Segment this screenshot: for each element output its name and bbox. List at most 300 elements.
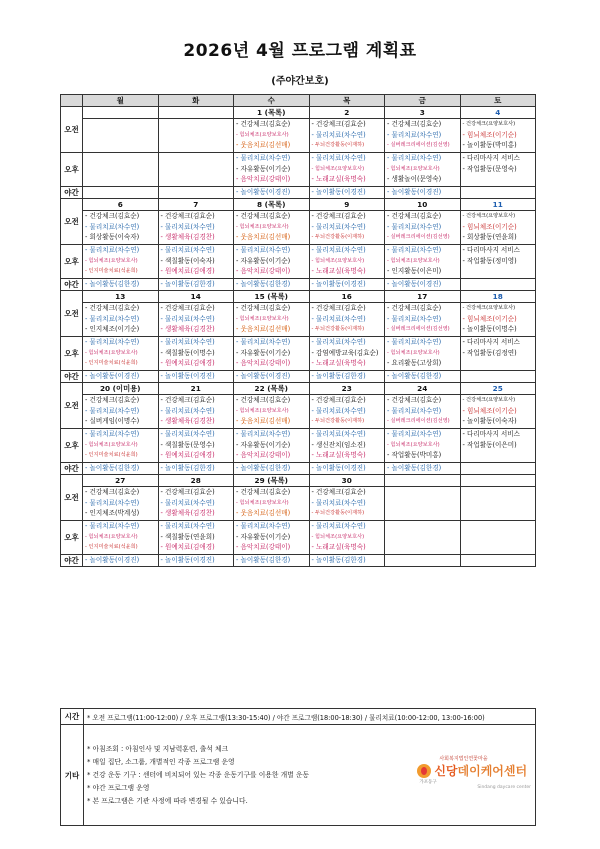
program-entry: - 힘뇌체조(이기순): [462, 314, 517, 323]
date-cell: 1 (목록): [234, 107, 310, 119]
program-entry: - 실버레크리에이션(김선영): [387, 326, 450, 332]
program-entry: - 건강체크(김효순): [387, 396, 442, 404]
program-entry: - 작업활동(박미홍): [387, 451, 442, 459]
night-cell: [309, 187, 385, 199]
schedule-body: [61, 107, 536, 567]
program-entry: - 물리치료(차수연): [387, 338, 442, 346]
program-entry: - 생신잔치(임소진): [311, 440, 366, 449]
night-cell: [385, 371, 461, 383]
night-row: [61, 555, 536, 567]
pm-row: [61, 245, 536, 279]
program-entry: - 물리치료(차수연): [160, 430, 215, 438]
date-cell: 27: [83, 475, 159, 487]
date-row: [61, 199, 536, 211]
am-cell: [158, 395, 234, 429]
program-entry: - 음악치료(강태이): [236, 359, 291, 367]
night-cell: [234, 279, 310, 291]
pm-row: [61, 153, 536, 187]
program-entry: - 힘뇌체조(요양보호사): [236, 499, 289, 506]
night-cell: [83, 463, 159, 475]
program-entry: - 웃음치료(김선매): [236, 417, 291, 425]
date-cell: [460, 475, 536, 487]
date-cell: 6: [83, 199, 159, 211]
pm-cell: [385, 153, 461, 187]
program-entry: - 힘뇌체조(요양보호사): [311, 257, 365, 264]
pm-cell: [460, 337, 536, 371]
program-entry: - 두뇌건강활동(이재하): [311, 234, 365, 240]
program-entry: - 인지미술치료(석윤희): [85, 544, 138, 550]
program-entry: - 물리치료(차수연): [236, 246, 291, 254]
night-cell: [460, 187, 536, 199]
night-program-entry: - 놀이활동(이경진): [236, 188, 291, 196]
am-cell: [158, 211, 234, 245]
program-entry: - 인지체조(이기순): [85, 325, 140, 333]
program-entry: - 물리치료(차수연): [311, 498, 366, 507]
pm-cell: [83, 153, 159, 187]
program-entry: - 힘뇌체조(요양보호사): [387, 349, 440, 356]
pm-cell: [309, 245, 385, 279]
night-program-entry: - 놀이활동(이경진): [85, 372, 140, 380]
program-entry: - 물리치료(차수연): [160, 338, 215, 346]
date-cell: 2: [309, 107, 385, 119]
program-entry: - 힘뇌체조(요양보호사): [236, 131, 289, 138]
program-entry: - 물리치료(차수연): [311, 338, 366, 346]
program-entry: - 자유활동(이기순): [236, 256, 291, 265]
date-cell: 25: [460, 383, 536, 395]
note-item: * 매일 집단, 소그룹, 개별적인 각종 프로그램 운영: [87, 757, 235, 766]
pm-cell: [158, 245, 234, 279]
program-entry: - 색칠활동(문영수): [160, 440, 215, 449]
pm-cell: [83, 521, 159, 555]
pm-cell: [83, 245, 159, 279]
program-entry: - 힘뇌체조(요양보호사): [387, 257, 440, 264]
pm-cell: [234, 521, 310, 555]
program-entry: - 음악치료(강태이): [236, 451, 291, 459]
program-entry: - 색칠활동(연윤희): [160, 532, 215, 541]
night-program-entry: - 놀이활동(이경진): [311, 464, 366, 472]
program-entry: - 웃음치료(김선매): [236, 325, 291, 333]
night-program-entry: - 놀이활동(김한경): [85, 464, 140, 472]
program-entry: - 생활놀이(문영숙): [387, 175, 442, 183]
night-cell: [309, 279, 385, 291]
pm-row: [61, 521, 536, 555]
date-cell: 11: [460, 199, 536, 211]
row-label-pm: 오후: [61, 429, 83, 463]
date-cell: 30: [309, 475, 385, 487]
program-entry: - 생활체육(김경찬): [160, 325, 215, 333]
program-entry: - 실버게임(이명수): [85, 417, 140, 425]
program-entry: - 물리치료(차수연): [387, 406, 442, 415]
logo-brand-suffix: 데이케어센터: [457, 764, 528, 778]
program-entry: - 물리치료(차수연): [311, 406, 366, 415]
pm-cell: [158, 337, 234, 371]
program-entry: - 건강체크(김효순): [311, 488, 366, 496]
notes-row: [61, 725, 536, 826]
page-subtitle: (주야간보호): [271, 76, 329, 87]
pm-cell: [385, 429, 461, 463]
night-cell: [385, 279, 461, 291]
am-row: [61, 303, 536, 337]
header-wed: 수: [234, 95, 310, 107]
time-text: * 오전 프로그램(11:00-12:00) / 오후 프로그램(13:30-15:40) / 야간 프로그램(18:00-18:30) / 물리치료(10:00-12:00, 13:00-16:00): [84, 709, 536, 725]
program-entry: - 건강체크(김효순): [236, 120, 291, 128]
row-label-pm: 오후: [61, 153, 83, 187]
program-entry: - 물리치료(차수연): [387, 314, 442, 323]
date-row: [61, 291, 536, 303]
program-entry: - 원예치료(김애경): [160, 359, 215, 367]
night-program-entry: - 놀이활동(이경진): [387, 188, 442, 196]
night-program-entry: - 놀이활동(이경진): [85, 556, 140, 564]
program-entry: - 색칠활동(이명수): [160, 348, 215, 357]
date-row: [61, 383, 536, 395]
program-entry: - 다리마사지 서비스: [462, 430, 521, 438]
row-label-pm: 오후: [61, 245, 83, 279]
night-cell: [309, 555, 385, 567]
pm-cell: [309, 521, 385, 555]
night-program-entry: - 놀이활동(김한경): [160, 280, 215, 288]
program-entry: - 물리치료(차수연): [160, 246, 215, 254]
logo-tagline: 사회복지법인연꽃마을: [439, 756, 488, 762]
program-entry: - 물리치료(차수연): [236, 338, 291, 346]
am-cell: [460, 303, 536, 337]
program-entry: - 힘뇌체조(요양보호사): [236, 407, 289, 414]
pm-cell: [234, 245, 310, 279]
night-cell: [158, 555, 234, 567]
program-entry: - 물리치료(차수연): [160, 406, 215, 415]
date-cell: 21: [158, 383, 234, 395]
night-cell: [234, 555, 310, 567]
pm-cell: [309, 337, 385, 371]
night-program-entry: - 놀이활동(이경진): [387, 280, 442, 288]
program-entry: - 물리치료(차수연): [85, 406, 140, 415]
program-entry: - 건강체크(김효순): [236, 212, 291, 220]
program-entry: - 건강체크(김효순): [160, 304, 215, 312]
program-entry: - 건강체크(김효순): [236, 488, 291, 496]
lotus-logo-icon: [417, 764, 431, 778]
night-cell: [83, 555, 159, 567]
am-cell: [83, 119, 159, 153]
row-label-am: 오전: [61, 199, 83, 245]
info-table: [60, 708, 536, 826]
program-entry: - 힘뇌체조(요양보호사): [311, 533, 365, 540]
logo-brand: [434, 762, 527, 779]
night-program-entry: - 놀이활동(김한경): [160, 464, 215, 472]
pm-cell: [385, 337, 461, 371]
pm-cell: [460, 245, 536, 279]
pm-cell: [158, 521, 234, 555]
program-entry: - 건강체크(김효순): [387, 120, 442, 128]
night-cell: [234, 187, 310, 199]
program-entry: - 힘뇌체조(이기순): [462, 130, 517, 139]
pm-cell: [309, 429, 385, 463]
program-entry: - 작업활동(정미영): [462, 256, 517, 265]
program-entry: - 놀이활동(박미홍): [462, 141, 517, 149]
program-entry: - 힘뇌체조(요양보호사): [85, 257, 138, 264]
am-cell: [234, 211, 310, 245]
date-cell: 7: [158, 199, 234, 211]
date-cell: 9: [309, 199, 385, 211]
am-cell: [234, 487, 310, 521]
program-entry: - 건강체크(김효순): [311, 212, 366, 220]
night-program-entry: - 놀이활동(이경진): [236, 372, 291, 380]
program-entry: - 물리치료(차수연): [311, 222, 366, 231]
header-thu: 목: [309, 95, 385, 107]
program-entry: - 건강체크(김효순): [85, 396, 140, 404]
date-cell: 8 (목록): [234, 199, 310, 211]
program-entry: - 물리치료(차수연): [85, 430, 140, 438]
note-item: * 아침조회 : 아침인사 및 지남력훈련, 출석 체크: [87, 744, 229, 753]
program-entry: - 작업활동(김정연): [462, 348, 517, 357]
row-label-am: 오전: [61, 291, 83, 337]
date-cell: 17: [385, 291, 461, 303]
program-entry: - 건강체크(김효순): [85, 212, 140, 220]
am-cell: [385, 395, 461, 429]
night-program-entry: [461, 555, 536, 566]
program-entry: - 노래교실(육명숙): [311, 175, 366, 183]
night-program-entry: - 놀이활동(김한경): [236, 556, 291, 564]
night-cell: [460, 555, 536, 567]
pm-cell: [234, 337, 310, 371]
night-cell: [158, 371, 234, 383]
program-entry: - 회상활동(이숙자): [85, 233, 140, 241]
night-cell: [158, 187, 234, 199]
program-entry: - 힘뇌체조(이기순): [462, 222, 517, 231]
program-entry: - 노래교실(육명숙): [311, 451, 366, 459]
logo-brand-main: 신당: [434, 764, 458, 778]
program-entry: - 두뇌건강활동(이재하): [311, 418, 365, 424]
program-entry: - 건강체크(요양보호사): [462, 305, 516, 311]
program-entry: - 인지미술치료(석윤희): [85, 360, 138, 366]
am-cell: [158, 487, 234, 521]
night-program-entry: - 놀이활동(김한경): [311, 556, 366, 564]
logo-district: 가포동구: [419, 780, 437, 785]
program-entry: - 건강체크(요양보호사): [462, 397, 516, 403]
program-entry: - 원예치료(김애경): [160, 543, 215, 551]
program-entry: - 감염예방교육(김효순): [311, 348, 379, 357]
program-entry: - 색칠활동(이숙자): [160, 256, 215, 265]
am-cell: [460, 211, 536, 245]
program-entry: - 물리치료(차수연): [311, 246, 366, 254]
night-program-entry: [461, 279, 536, 290]
am-cell: [309, 303, 385, 337]
am-row: [61, 395, 536, 429]
night-row: [61, 279, 536, 291]
program-entry: - 물리치료(차수연): [236, 430, 291, 438]
date-cell: 22 (목록): [234, 383, 310, 395]
night-program-entry: - 놀이활동(이경진): [160, 556, 215, 564]
program-schedule-table: [60, 94, 536, 567]
program-entry: - 물리치료(차수연): [311, 130, 366, 139]
night-row: [61, 463, 536, 475]
program-entry: - 물리치료(차수연): [311, 154, 366, 162]
program-entry: - 물리치료(차수연): [85, 338, 140, 346]
date-cell: [158, 107, 234, 119]
program-entry: - 다리마사지 서비스: [462, 246, 521, 254]
pm-cell: [460, 521, 536, 555]
am-cell: [309, 395, 385, 429]
row-label-pm: 오후: [61, 521, 83, 555]
program-entry: - 건강체크(김효순): [85, 304, 140, 312]
program-entry: - 자유활동(이기순): [236, 532, 291, 541]
night-cell: [83, 187, 159, 199]
notes-cell: [84, 725, 536, 826]
program-entry: - 요리활동(고상희): [387, 359, 442, 367]
night-program-entry: - 놀이활동(김한경): [85, 280, 140, 288]
am-cell: [83, 303, 159, 337]
program-entry: - 건강체크(요양보호사): [462, 121, 516, 127]
program-entry: - 건강체크(김효순): [160, 488, 215, 496]
note-item: * 본 프로그램은 기관 사정에 따라 변경될 수 있습니다.: [87, 796, 248, 805]
program-entry: - 놀이활동(이명수): [462, 325, 517, 333]
night-program-entry: - 놀이활동(김한경): [311, 372, 366, 380]
program-entry: - 물리치료(차수연): [160, 498, 215, 507]
program-entry: - 작업활동(이은미): [462, 440, 517, 449]
note-item: * 야간 프로그램 운영: [87, 783, 150, 792]
night-program-entry: [461, 187, 536, 198]
night-program-entry: - 놀이활동(김한경): [236, 280, 291, 288]
night-cell: [158, 463, 234, 475]
program-entry: - 건강체크(김효순): [311, 396, 366, 404]
program-entry: - 인지미술치료(석윤희): [85, 268, 138, 274]
program-entry: - 물리치료(차수연): [311, 430, 366, 438]
pm-row: [61, 337, 536, 371]
program-entry: - 힘뇌체조(요양보호사): [236, 223, 289, 230]
night-cell: [309, 371, 385, 383]
am-cell: [309, 211, 385, 245]
program-entry: - 두뇌건강활동(이재하): [311, 510, 365, 516]
program-entry: - 건강체크(김효순): [387, 212, 442, 220]
program-entry: - 힘뇌체조(요양보호사): [311, 165, 365, 172]
am-row: [61, 119, 536, 153]
pm-cell: [158, 153, 234, 187]
night-cell: [385, 555, 461, 567]
program-entry: - 두뇌건강활동(이재하): [311, 142, 365, 148]
program-entry: - 힘뇌체조(요양보호사): [387, 441, 440, 448]
program-entry: - 웃음치료(김선매): [236, 509, 291, 517]
night-cell: [460, 463, 536, 475]
program-entry: - 건강체크(김효순): [85, 488, 140, 496]
date-cell: 4: [460, 107, 536, 119]
program-entry: - 건강체크(김효순): [160, 396, 215, 404]
program-entry: - 물리치료(차수연): [387, 430, 442, 438]
program-entry: - 물리치료(차수연): [85, 498, 140, 507]
program-entry: - 힘뇌체조(이기순): [462, 406, 517, 415]
am-cell: [83, 487, 159, 521]
am-cell: [83, 395, 159, 429]
program-entry: - 물리치료(차수연): [387, 246, 442, 254]
program-entry: - 다리마사지 서비스: [462, 338, 521, 346]
date-cell: 29 (목록): [234, 475, 310, 487]
night-program-entry: [385, 555, 460, 566]
program-entry: - 물리치료(차수연): [311, 314, 366, 323]
logo-english: Sindang daycare center: [477, 785, 531, 790]
row-label-pm: 오후: [61, 337, 83, 371]
night-cell: [234, 371, 310, 383]
date-cell: 3: [385, 107, 461, 119]
row-label-am: 오전: [61, 475, 83, 521]
pm-cell: [385, 521, 461, 555]
night-cell: [385, 187, 461, 199]
program-entry: - 물리치료(차수연): [160, 314, 215, 323]
notes-label: 기타: [61, 725, 84, 826]
date-cell: 24: [385, 383, 461, 395]
night-cell: [83, 371, 159, 383]
program-entry: - 힘뇌체조(요양보호사): [387, 165, 440, 172]
am-cell: [83, 211, 159, 245]
am-row: [61, 487, 536, 521]
night-cell: [234, 463, 310, 475]
program-entry: - 음악치료(강태이): [236, 543, 291, 551]
program-entry: - 물리치료(차수연): [387, 130, 442, 139]
header-sat: 토: [460, 95, 536, 107]
program-entry: - 힘뇌체조(요양보호사): [85, 441, 138, 448]
program-entry: - 건강체크(요양보호사): [462, 213, 516, 219]
program-entry: - 생활체육(김경찬): [160, 509, 215, 517]
night-cell: [83, 279, 159, 291]
am-cell: [385, 119, 461, 153]
header-mon: 월: [83, 95, 159, 107]
program-entry: - 자유활동(이기순): [236, 440, 291, 449]
program-entry: - 물리치료(차수연): [160, 222, 215, 231]
program-entry: - 건강체크(김효순): [311, 304, 366, 312]
program-entry: - 인지미술치료(석윤희): [85, 452, 138, 458]
program-entry: - 물리치료(차수연): [160, 522, 215, 530]
row-label-night: 야간: [61, 187, 83, 199]
program-entry: - 생활체육(김경찬): [160, 233, 215, 241]
program-entry: - 물리치료(차수연): [387, 222, 442, 231]
pm-cell: [234, 153, 310, 187]
program-entry: - 물리치료(차수연): [311, 522, 366, 530]
am-cell: [234, 119, 310, 153]
night-cell: [158, 279, 234, 291]
pm-cell: [234, 429, 310, 463]
night-program-entry: - 놀이활동(이경진): [311, 188, 366, 196]
program-entry: - 생활체육(김경찬): [160, 417, 215, 425]
date-row: [61, 107, 536, 119]
program-entry: - 건강체크(김효순): [236, 396, 291, 404]
night-cell: [460, 371, 536, 383]
program-entry: - 작업활동(문영숙): [462, 164, 517, 173]
night-program-entry: [83, 187, 158, 198]
program-entry: - 물리치료(차수연): [85, 222, 140, 231]
row-label-night: 야간: [61, 555, 83, 567]
program-entry: - 실버레크리에이션(김선영): [387, 418, 450, 424]
date-cell: 16: [309, 291, 385, 303]
program-entry: - 물리치료(차수연): [236, 522, 291, 530]
program-entry: - 웃음치료(김선매): [236, 233, 291, 241]
date-cell: [83, 107, 159, 119]
program-entry: - 물리치료(차수연): [85, 246, 140, 254]
date-cell: 13: [83, 291, 159, 303]
row-label-night: 야간: [61, 371, 83, 383]
am-row: [61, 211, 536, 245]
date-row: [61, 475, 536, 487]
program-entry: - 음악치료(강태이): [236, 175, 291, 183]
program-entry: - 실버레크리에이션(김선영): [387, 234, 450, 240]
night-cell: [385, 463, 461, 475]
am-cell: [158, 119, 234, 153]
night-program-entry: [159, 187, 234, 198]
am-cell: [309, 487, 385, 521]
program-entry: - 노래교실(육명숙): [311, 267, 366, 275]
night-row: [61, 187, 536, 199]
night-program-entry: - 놀이활동(김한경): [387, 464, 442, 472]
am-cell: [385, 211, 461, 245]
weekday-header-row: [61, 95, 536, 107]
pm-cell: [460, 153, 536, 187]
program-entry: - 회상활동(연윤희): [462, 233, 517, 241]
am-cell: [385, 303, 461, 337]
